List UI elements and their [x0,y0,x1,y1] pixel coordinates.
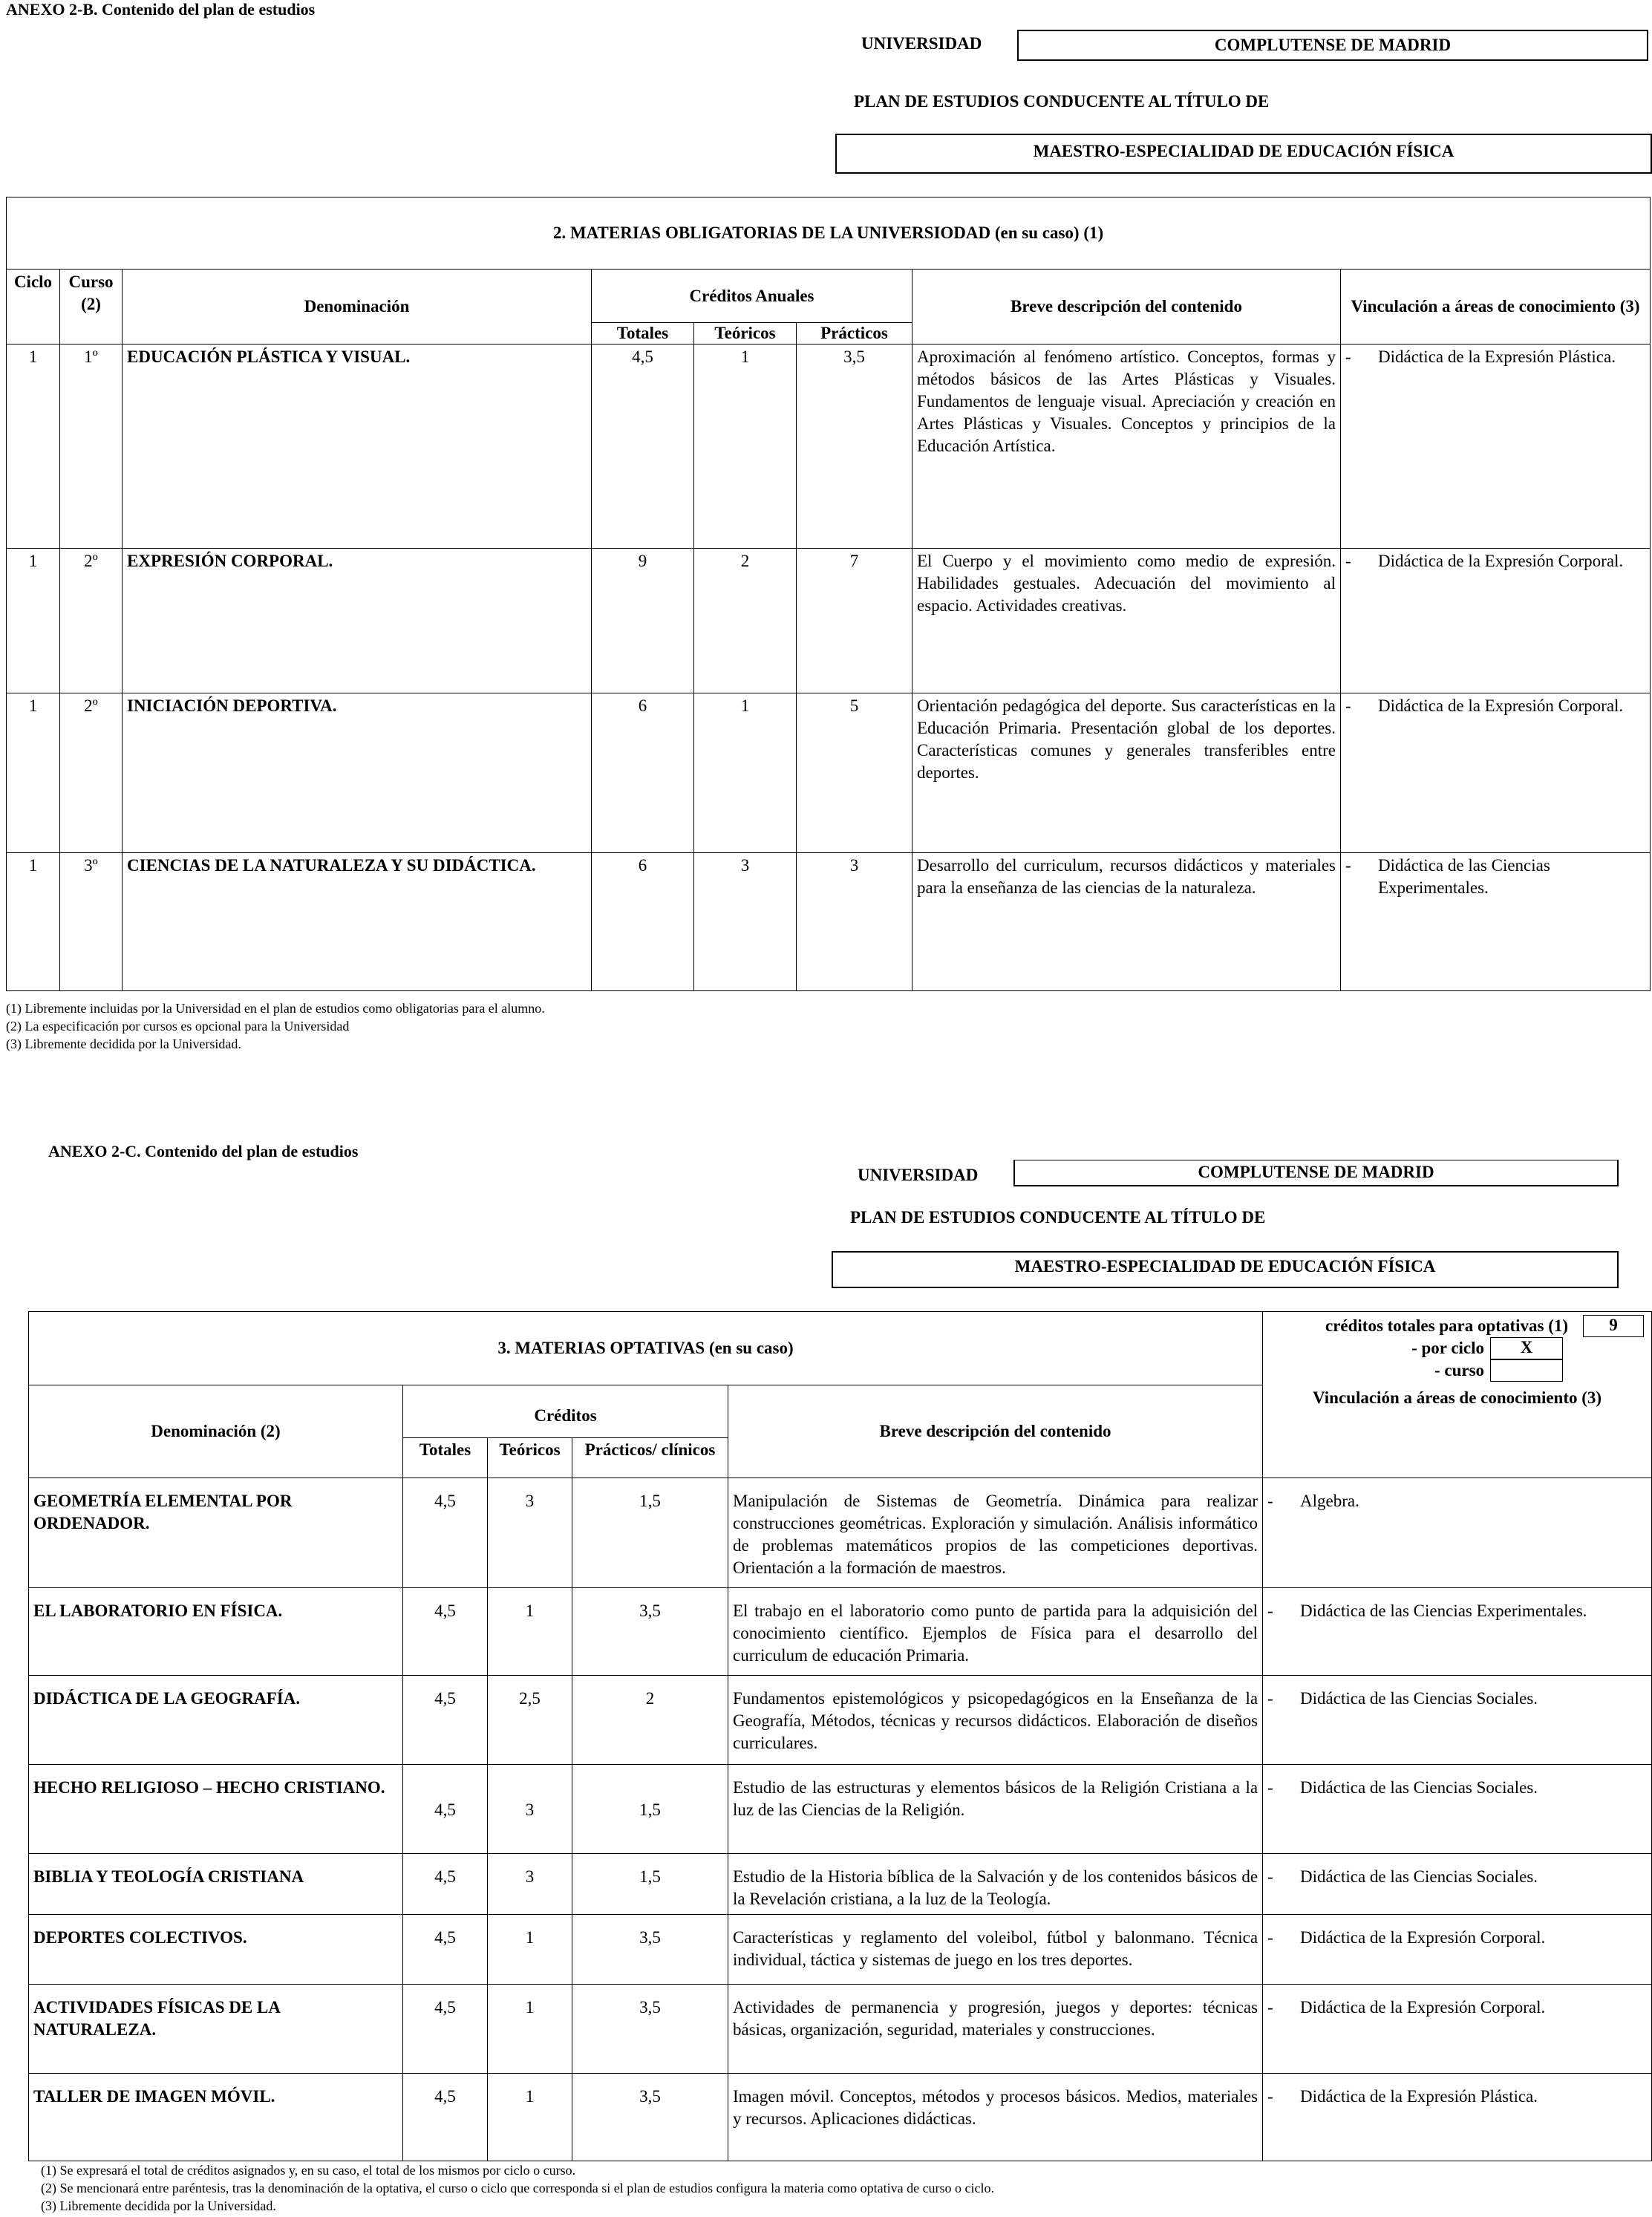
cell-vinculacion: - Didáctica de las Ciencias Experimentales. [1341,853,1651,991]
anexo-2c-title: ANEXO 2-C. Contenido del plan de estudios [48,1142,359,1160]
vinculacion-text: Didáctica de la Expresión Corporal. [1378,696,1624,715]
cell-curso: 1º [60,345,123,549]
cell-denominacion: ACTIVIDADES FÍSICAS DE LA NATURALEZA. [29,1985,403,2074]
vinculacion-text: Didáctica de la Expresión Plástica. [1378,347,1616,366]
vinculacion-text: Didáctica de las Ciencias Sociales. [1300,1778,1538,1797]
cell-totales: 4,5 [403,1765,488,1854]
cell-vinculacion: - Didáctica de la Expresión Corporal. [1341,549,1651,693]
cell-denominacion: DEPORTES COLECTIVOS. [29,1915,403,1985]
table-row [29,1676,1652,1765]
table-row [7,853,1651,991]
vinculacion-text: Didáctica de las Ciencias Sociales. [1300,1867,1538,1886]
cell-totales: 4,5 [403,1478,488,1588]
table-row [29,1915,1652,1985]
table-title: 3. MATERIAS OPTATIVAS (en su caso) [29,1312,1263,1385]
table-row [7,549,1651,693]
cell-vinculacion: - Didáctica de la Expresión Plástica. [1341,345,1651,549]
table-row [7,345,1651,549]
cell-practicos: 5 [797,693,912,853]
cell-totales: 4,5 [403,1915,488,1985]
cell-teoricos: 3 [488,1854,572,1915]
col-practicos: Prácticos [797,323,912,345]
cell-practicos: 1,5 [572,1854,728,1915]
header-row [7,270,1651,323]
cell-vinculacion: - Didáctica de las Ciencias Experimentales. [1263,1588,1652,1676]
cell-ciclo: 1 [7,693,60,853]
curso-label: - curso [1434,1361,1485,1379]
cell-totales: 4,5 [403,2074,488,2161]
cell-totales: 4,5 [592,345,694,549]
col-teoricos: Teóricos [694,323,797,345]
universidad-value: COMPLUTENSE DE MADRID [1017,30,1648,61]
cell-denominacion: EXPRESIÓN CORPORAL. [123,549,592,693]
cell-teoricos: 2,5 [488,1676,572,1765]
table-title-row [29,1312,1652,1385]
curso-value [1490,1359,1563,1382]
cell-descripcion: Manipulación de Sistemas de Geometría. Dinámica para realizar construcciones geométricas. Exploración y simulación. Análisis informático de problemas matemáticos propios de las competiciones deportivas. Orientación a la formación de maestros. [728,1478,1263,1588]
cell-teoricos: 2 [694,549,797,693]
cell-practicos: 7 [797,549,912,693]
cell-descripcion: Imagen móvil. Conceptos, métodos y procesos básicos. Medios, materiales y recursos. Aplicaciones didácticas. [728,2074,1263,2161]
cell-teoricos: 3 [694,853,797,991]
cell-denominacion: TALLER DE IMAGEN MÓVIL. [29,2074,403,2161]
col-curso: Curso (2) [60,270,123,345]
cell-teoricos: 1 [694,693,797,853]
cell-practicos: 3,5 [572,2074,728,2161]
cell-descripcion: Fundamentos epistemológicos y psicopedagógicos en la Enseñanza de la Geografía, Métodos, técnicas y recursos didácticos. Elaboración de diseños curriculares. [728,1676,1263,1765]
materias-obligatorias-table [6,197,1651,991]
cell-practicos: 3 [797,853,912,991]
cell-denominacion: INICIACIÓN DEPORTIVA. [123,693,592,853]
cell-denominacion: CIENCIAS DE LA NATURALEZA Y SU DIDÁCTICA. [123,853,592,991]
universidad-label: UNIVERSIDAD [861,34,982,53]
vinculacion-text: Didáctica de la Expresión Plástica. [1300,2087,1538,2106]
cell-vinculacion: - Didáctica de la Expresión Corporal. [1341,693,1651,853]
footnote-2: (2) La especificación por cursos es opcional para la Universidad [6,1019,350,1034]
cell-totales: 9 [592,549,694,693]
cell-vinculacion: - Didáctica de las Ciencias Sociales. [1263,1765,1652,1854]
cell-descripcion: Aproximación al fenómeno artístico. Conceptos, formas y métodos básicos de las Artes Plásticas y Visuales. Fundamentos de lenguaje visual. Apreciación y creación en Artes Plásticas y Visuales. Conceptos y principios de la Educación Artística. [912,345,1341,549]
cell-totales: 6 [592,853,694,991]
cell-descripcion: Características y reglamento del voleibol, fútbol y balonmano. Técnica individual, táctica y sistemas de juego en los tres deportes. [728,1915,1263,1985]
cell-denominacion: DIDÁCTICA DE LA GEOGRAFÍA. [29,1676,403,1765]
cell-vinculacion: - Algebra. [1263,1478,1652,1588]
footnote-1: (1) Libremente incluidas por la Universidad en el plan de estudios como obligatorias para el alumno. [6,1001,545,1016]
materias-optativas-table [28,1311,1652,2161]
cell-denominacion: EDUCACIÓN PLÁSTICA Y VISUAL. [123,345,592,549]
cell-teoricos: 3 [488,1765,572,1854]
cell-denominacion: GEOMETRÍA ELEMENTAL POR ORDENADOR. [29,1478,403,1588]
por-ciclo-value: X [1490,1337,1563,1359]
por-ciclo-label: - por ciclo [1411,1339,1485,1357]
col-descripcion: Breve descripción del contenido [728,1385,1263,1478]
cell-teoricos: 1 [488,1588,572,1676]
cell-totales: 4,5 [403,1676,488,1765]
anexo-2b-title: ANEXO 2-B. Contenido del plan de estudios [6,0,316,19]
cell-denominacion: HECHO RELIGIOSO – HECHO CRISTIANO. [29,1765,403,1854]
cell-ciclo: 1 [7,853,60,991]
cell-denominacion: EL LABORATORIO EN FÍSICA. [29,1588,403,1676]
cell-practicos: 3,5 [572,1588,728,1676]
cell-totales: 6 [592,693,694,853]
col-descripcion: Breve descripción del contenido [912,270,1341,345]
cell-ciclo: 1 [7,549,60,693]
vinculacion-text: Didáctica de la Expresión Corporal. [1300,1998,1546,2017]
cell-descripcion: Orientación pedagógica del deporte. Sus características en la Educación Primaria. Presentación global de los deportes. Características comunes y generales transferibles entre deportes. [912,693,1341,853]
table-row [29,1588,1652,1676]
table-title: 2. MATERIAS OBLIGATORIAS DE LA UNIVERSIODAD (en su caso) (1) [7,197,1651,270]
cell-vinculacion: - Didáctica de la Expresión Corporal. [1263,1915,1652,1985]
cell-practicos: 1,5 [572,1765,728,1854]
footnote-opt-2: (2) Se mencionará entre paréntesis, tras la denominación de la optativa, el curso o ciclo que corresponda si el plan de estudios configura la materia como optativa de curso o ciclo. [41,2181,995,2195]
universidad-value-2: COMPLUTENSE DE MADRID [1013,1160,1619,1186]
col-totales: Totales [592,323,694,345]
vinculacion-text: Didáctica de las Ciencias Experimentales. [1378,856,1550,897]
col-ciclo: Ciclo [7,270,60,345]
creditos-optativas-box [1263,1312,1652,1385]
vinculacion-text: Didáctica de las Ciencias Experimentales. [1300,1601,1587,1620]
col-totales: Totales [403,1437,488,1478]
table-row [29,1854,1652,1915]
cell-totales: 4,5 [403,1588,488,1676]
cell-curso: 3º [60,853,123,991]
cell-practicos: 1,5 [572,1478,728,1588]
titulo-value: MAESTRO-ESPECIALIDAD DE EDUCACIÓN FÍSICA [835,134,1652,174]
cell-practicos: 2 [572,1676,728,1765]
cell-descripcion: Estudio de las estructuras y elementos básicos de la Religión Cristiana a la luz de las Ciencias de la Religión. [728,1765,1263,1854]
cell-descripcion: El trabajo en el laboratorio como punto de partida para la adquisición del conocimiento científico. Ejemplos de Física para el desarrollo del curriculum de educación Primaria. [728,1588,1263,1676]
cell-descripcion: Desarrollo del curriculum, recursos didácticos y materiales para la enseñanza de las ciencias de la naturaleza. [912,853,1341,991]
col-vinculacion: Vinculación a áreas de conocimiento (3) [1341,270,1651,345]
creditos-totales-value: 9 [1583,1315,1644,1337]
table-row [29,2074,1652,2161]
vinculacion-text: Algebra. [1300,1492,1359,1510]
vinculacion-text: Didáctica de las Ciencias Sociales. [1300,1689,1538,1708]
cell-practicos: 3,5 [797,345,912,549]
cell-practicos: 3,5 [572,1985,728,2074]
creditos-totales-label: créditos totales para optativas (1) [1325,1316,1569,1335]
footnote-3: (3) Libremente decidida por la Universidad. [6,1036,241,1051]
cell-ciclo: 1 [7,345,60,549]
plan-label-2: PLAN DE ESTUDIOS CONDUCENTE AL TÍTULO DE [850,1208,1266,1227]
cell-totales: 4,5 [403,1854,488,1915]
footnote-opt-3: (3) Libremente decidida por la Universidad. [41,2198,276,2213]
cell-vinculacion: - Didáctica de las Ciencias Sociales. [1263,1854,1652,1915]
cell-teoricos: 1 [488,1985,572,2074]
cell-vinculacion: - Didáctica de la Expresión Corporal. [1263,1985,1652,2074]
cell-denominacion: BIBLIA Y TEOLOGÍA CRISTIANA [29,1854,403,1915]
cell-teoricos: 1 [488,1915,572,1985]
cell-descripcion: Estudio de la Historia bíblica de la Salvación y de los contenidos básicos de la Revelación cristiana, a la luz de la Teología. [728,1854,1263,1915]
cell-vinculacion: - Didáctica de las Ciencias Sociales. [1263,1676,1652,1765]
cell-descripcion: El Cuerpo y el movimiento como medio de expresión. Habilidades gestuales. Adecuación del movimiento al espacio. Actividades creativas. [912,549,1341,693]
table-row [7,693,1651,853]
cell-teoricos: 1 [488,2074,572,2161]
cell-teoricos: 1 [694,345,797,549]
col-creditos: Créditos Anuales [592,270,912,323]
vinculacion-text: Didáctica de la Expresión Corporal. [1378,552,1624,570]
col-practicos: Prácticos/ clínicos [572,1437,728,1478]
header-row [29,1385,1652,1438]
col-teoricos: Teóricos [488,1437,572,1478]
table-title-row [7,197,1651,270]
vinculacion-text: Didáctica de la Expresión Corporal. [1300,1928,1546,1947]
col-creditos: Créditos [403,1385,728,1438]
col-denominacion: Denominación (2) [29,1385,403,1478]
cell-totales: 4,5 [403,1985,488,2074]
table-row [29,1765,1652,1854]
table-row [29,1478,1652,1588]
plan-label: PLAN DE ESTUDIOS CONDUCENTE AL TÍTULO DE [854,92,1270,111]
titulo-value-2: MAESTRO-ESPECIALIDAD DE EDUCACIÓN FÍSICA [832,1251,1619,1288]
cell-teoricos: 3 [488,1478,572,1588]
cell-curso: 2º [60,549,123,693]
cell-descripcion: Actividades de permanencia y progresión, juegos y deportes: técnicas básicas, organización, seguridad, materiales y construcciones. [728,1985,1263,2074]
universidad-label-2: UNIVERSIDAD [858,1166,979,1184]
table-row [29,1985,1652,2074]
col-denominacion: Denominación [123,270,592,345]
cell-curso: 2º [60,693,123,853]
footnote-opt-1: (1) Se expresará el total de créditos asignados y, en su caso, el total de los mismos por ciclo o curso. [41,2163,576,2178]
col-vinculacion: Vinculación a áreas de conocimiento (3) [1263,1385,1652,1478]
cell-practicos: 3,5 [572,1915,728,1985]
cell-vinculacion: - Didáctica de la Expresión Plástica. [1263,2074,1652,2161]
